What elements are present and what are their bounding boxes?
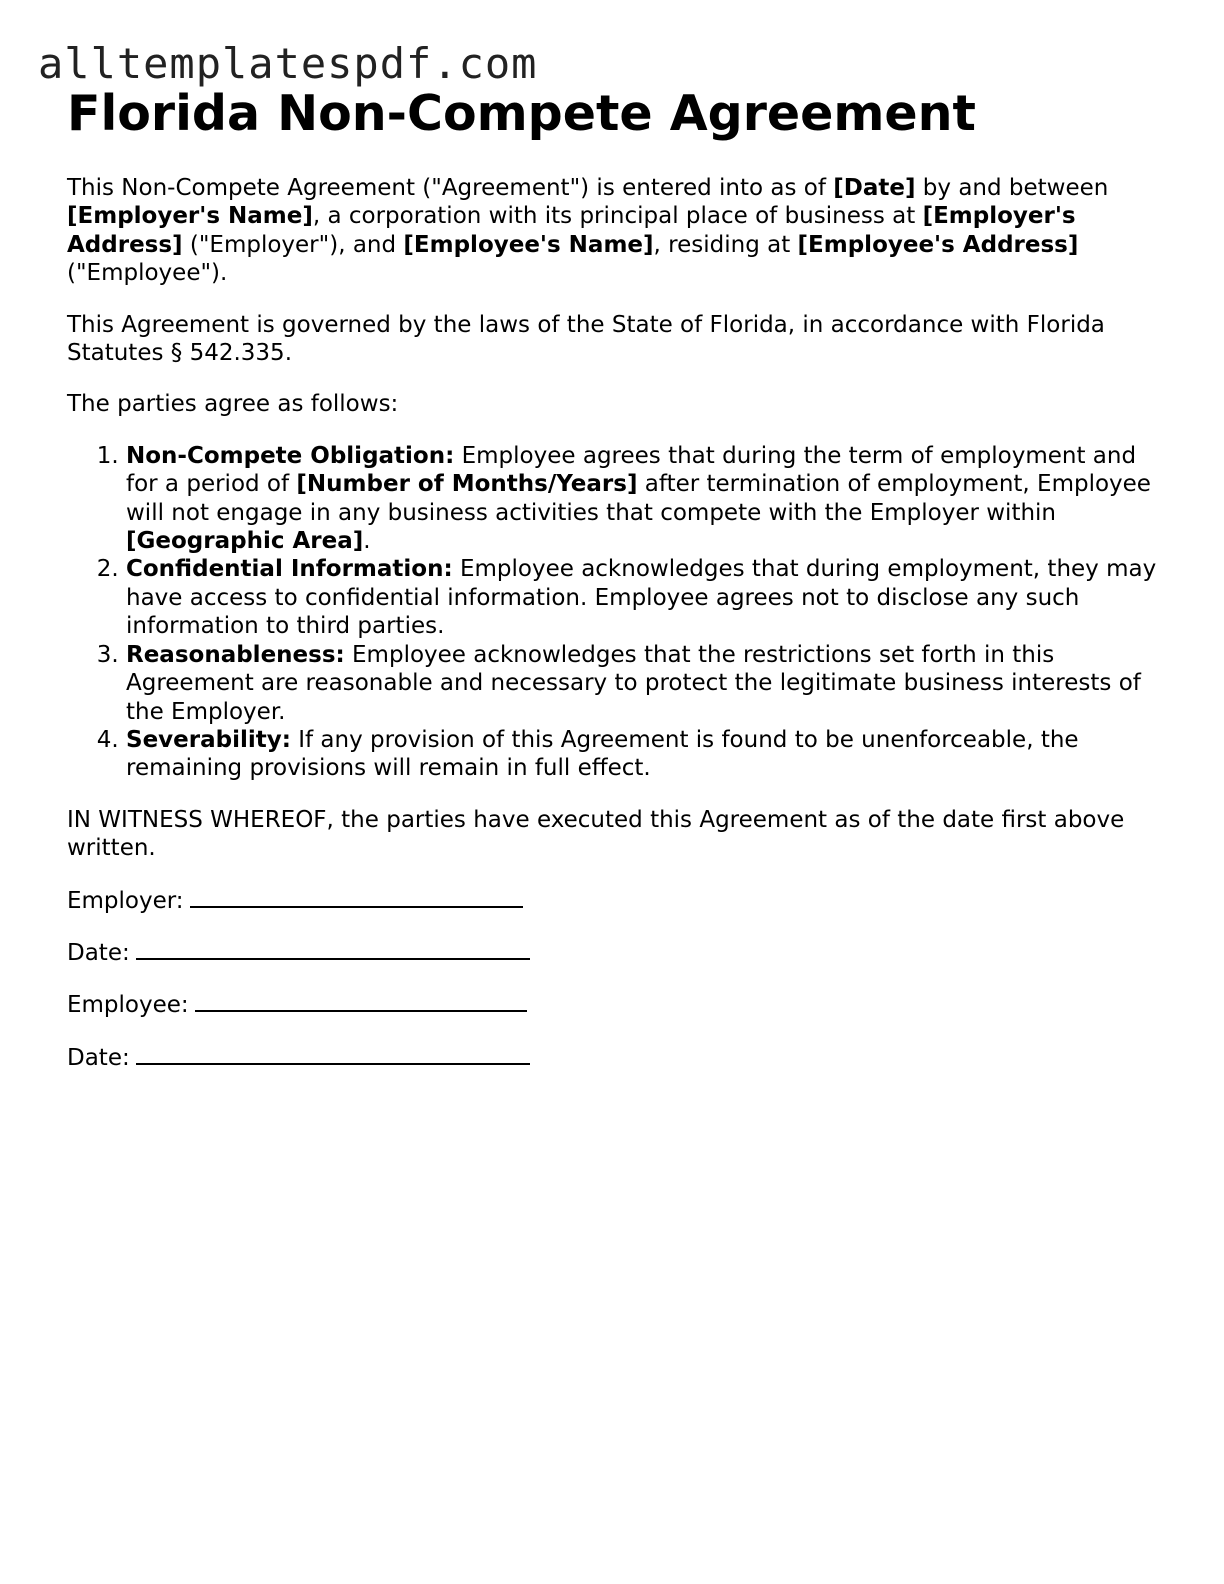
term-item [126,641,1157,726]
employee-signature-line[interactable] [195,990,527,1012]
intro-paragraph [67,174,1157,288]
employee-signature-label: Employee: [67,992,189,1019]
employer-date-label: Date: [67,939,130,966]
term-heading: Non-Compete Obligation: [126,442,455,469]
intro-text: , residing at [653,231,798,258]
term-item [126,726,1157,783]
geographic-area-placeholder: [Geographic Area] [126,528,364,555]
employer-address-placeholder: [Employer's Address] [67,203,1076,258]
employer-date-line[interactable] [136,938,530,960]
watermark: alltemplatespdf.com [38,39,538,88]
employee-date-label: Date: [67,1044,130,1071]
employer-signature-label: Employer: [67,887,184,914]
intro-text: This Non-Compete Agreement ("Agreement") is entered into as of [67,175,834,201]
employer-signature-row [67,886,1157,915]
employee-address-placeholder: [Employee's Address] [797,231,1079,258]
employee-date-line[interactable] [136,1043,530,1065]
term-text: . [363,528,371,555]
term-text: If any provision of this Agreement is found to be unenforceable, the remaining provisions will remain in full effect. [126,726,1079,782]
employer-signature-line[interactable] [190,886,523,908]
term-heading: Reasonableness: [126,641,345,668]
duration-placeholder: [Number of Months/Years] [296,471,638,498]
employer-date-row [67,938,1157,967]
employee-name-placeholder: [Employee's Name] [403,231,654,258]
term-text: Employee agrees that during the term of employment and for a period of [126,442,1137,498]
intro-text: ("Employer"), and [182,231,404,258]
employee-signature-row [67,990,1157,1019]
term-heading: Severability: [126,726,291,753]
term-text: Employee acknowledges that during employment, they may have access to confidential information. Employee agrees not to disclose any such information to third parties. [126,556,1157,640]
term-heading: Confidential Information: [126,556,453,583]
parties-agree-paragraph: The parties agree as follows: [67,391,399,418]
document [67,84,1157,1072]
governing-law-paragraph: This Agreement is governed by the laws of the State of Florida, in accordance with Florida Statutes § 542.335. [67,311,1105,367]
document-title: Florida Non-Compete Agreement [67,85,976,142]
employer-name-placeholder: [Employer's Name] [67,203,313,230]
term-text: Employee acknowledges that the restrictions set forth in this Agreement are reasonable and necessary to protect the legitimate business interests of the Employer. [126,641,1141,725]
intro-text: , a corporation with its principal place of business at [312,203,923,230]
term-item [126,555,1157,640]
employee-date-row [67,1043,1157,1072]
terms-list [67,442,1157,783]
term-item [126,442,1157,556]
witness-paragraph: IN WITNESS WHEREOF, the parties have executed this Agreement as of the date first above written. [67,806,1125,862]
intro-text: ("Employee"). [67,260,228,287]
date-placeholder: [Date] [833,175,916,201]
term-text: after termination of employment, Employee will not engage in any business activities that compete with the Employer within [126,471,1151,526]
intro-text: by and between [915,175,1109,201]
